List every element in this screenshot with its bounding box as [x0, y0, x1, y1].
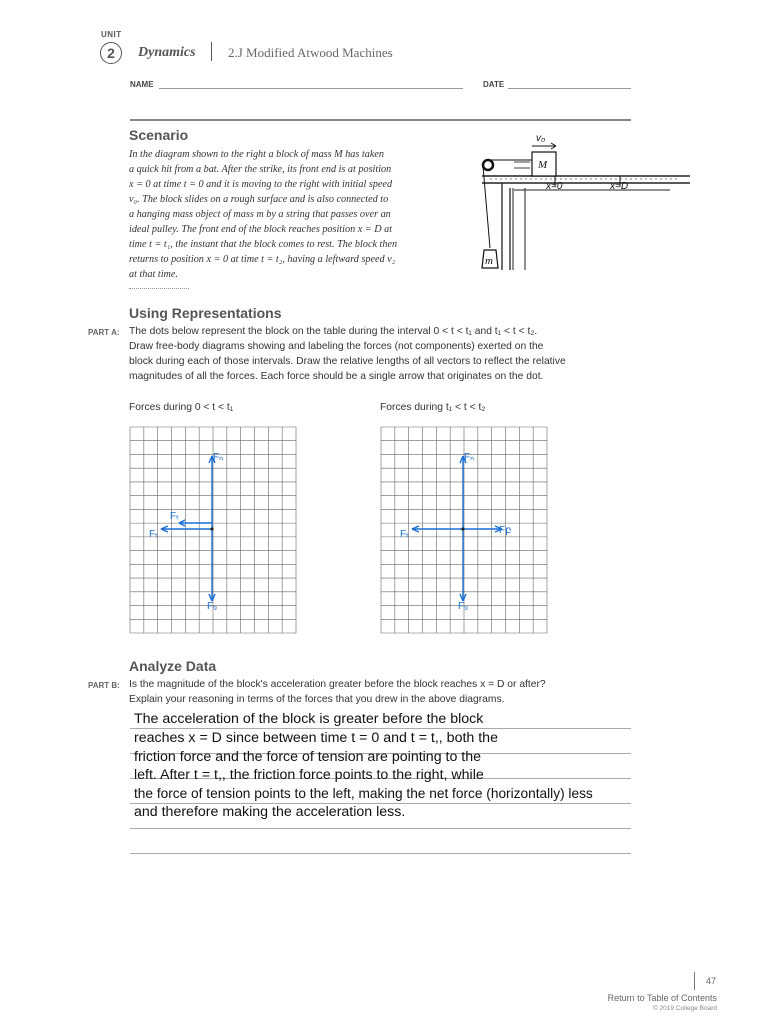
friction-force-label: Fₜ	[170, 511, 180, 522]
hanging-mass-label: m	[485, 255, 493, 267]
friction-force-label: Fբ	[499, 525, 512, 536]
answer-rule	[130, 828, 631, 829]
tension-force-label: Fₜ	[400, 529, 410, 540]
unit-label: UNIT	[101, 30, 122, 39]
name-field[interactable]	[159, 88, 463, 89]
instruction-line: block during each of those intervals. Draw the relative lengths of all vectors to reflect the relative	[129, 356, 566, 367]
tension-force-label: Fₜ	[149, 529, 159, 540]
normal-force-label: Fₙ	[213, 452, 224, 463]
scenario-line: In the diagram shown to the right a block of mass M has taken	[129, 149, 384, 160]
footer-divider	[694, 972, 695, 990]
answer-line[interactable]: friction force and the force of tension are pointing to the	[134, 749, 482, 765]
instruction-line: The dots below represent the block on the table during the interval 0 < t < t₁ and t₁ < t < t₂.	[129, 326, 538, 337]
date-field[interactable]	[508, 88, 631, 89]
answer-line[interactable]: and therefore making the acceleration less.	[134, 804, 406, 820]
scenario-line: ideal pulley. The front end of the block reaches position x = D at	[129, 224, 393, 235]
scenario-line: a quick hit from a bat. After the strike, its front end is at position	[129, 164, 392, 175]
scenario-line: returns to position x = 0 at time t = t₂, having a leftward speed v₂	[129, 254, 396, 265]
answer-line[interactable]: The acceleration of the block is greater before the block	[134, 711, 484, 727]
force-arrows	[400, 452, 511, 612]
page-number: 47	[705, 976, 716, 986]
lesson-title: 2.J Modified Atwood Machines	[228, 45, 393, 60]
velocity-label: v₀	[536, 133, 546, 144]
xd-label: x=D	[610, 181, 629, 192]
part-a-instructions	[129, 324, 629, 384]
diagram1-caption: Forces during 0 < t < t₁	[129, 402, 234, 413]
part-a-label: PART A:	[88, 328, 120, 337]
diagram2-caption: Forces during t₁ < t < t₂	[380, 402, 486, 413]
scenario-line: a hanging mass object of mass m by a string that passes over an	[129, 209, 391, 220]
analyze-heading: Analyze Data	[129, 658, 217, 674]
return-to-toc-link[interactable]: Return to Table of Contents	[607, 993, 717, 1003]
unit-number-badge: 2	[100, 42, 122, 64]
instruction-line: Draw free-body diagrams showing and labeling the forces (not components) exerted on the	[129, 341, 544, 352]
representations-heading: Using Representations	[129, 305, 282, 321]
question-line: Is the magnitude of the block's acceleration greater before the block reaches x = D or after?	[129, 679, 546, 690]
part-b-question	[129, 677, 629, 707]
normal-force-label: Fₙ	[464, 452, 475, 463]
unit-title: Dynamics	[138, 45, 196, 60]
name-label: NAME	[130, 80, 154, 89]
dotted-divider	[129, 288, 189, 289]
free-body-diagram-2[interactable]	[380, 426, 548, 634]
answer-rule	[130, 853, 631, 854]
section-rule	[130, 119, 631, 121]
question-line: Explain your reasoning in terms of the forces that you drew in the above diagrams.	[129, 694, 505, 705]
gravity-force-label: F₉	[458, 601, 469, 612]
instruction-line: magnitudes of all the forces. Each force should be a single arrow that originates on the dot.	[129, 371, 544, 382]
scenario-heading: Scenario	[129, 127, 189, 143]
pulley-icon	[483, 160, 493, 170]
answer-line[interactable]: reaches x = D since between time t = 0 and t = t,, both the	[134, 730, 498, 746]
scenario-text	[129, 147, 459, 282]
block-dot	[210, 527, 213, 530]
free-body-diagram-1[interactable]	[129, 426, 297, 634]
atwood-apparatus-diagram	[470, 128, 695, 276]
date-label: DATE	[483, 80, 505, 89]
scenario-line: time t = t₁, the instant that the block comes to rest. The block then	[129, 239, 398, 250]
block-dot	[461, 527, 464, 530]
x0-label: x=0	[546, 181, 563, 192]
header-divider	[211, 42, 212, 61]
answer-rule	[130, 728, 631, 729]
scenario-line: x = 0 at time t = 0 and it is moving to the right with initial speed	[129, 179, 393, 190]
copyright: © 2019 College Board	[652, 1005, 717, 1012]
scenario-line: v₀. The block slides on a rough surface and is also connected to	[129, 194, 389, 205]
force-arrows	[149, 452, 223, 612]
answer-line[interactable]: the force of tension points to the left, making the net force (horizontally) less	[134, 786, 593, 801]
gravity-force-label: F₉	[207, 601, 218, 612]
scenario-line: at that time.	[129, 269, 178, 280]
part-b-label: PART B:	[88, 681, 120, 690]
block-label: M	[538, 159, 548, 171]
answer-line[interactable]: left. After t = t,, the friction force points to the right, while	[134, 767, 484, 783]
